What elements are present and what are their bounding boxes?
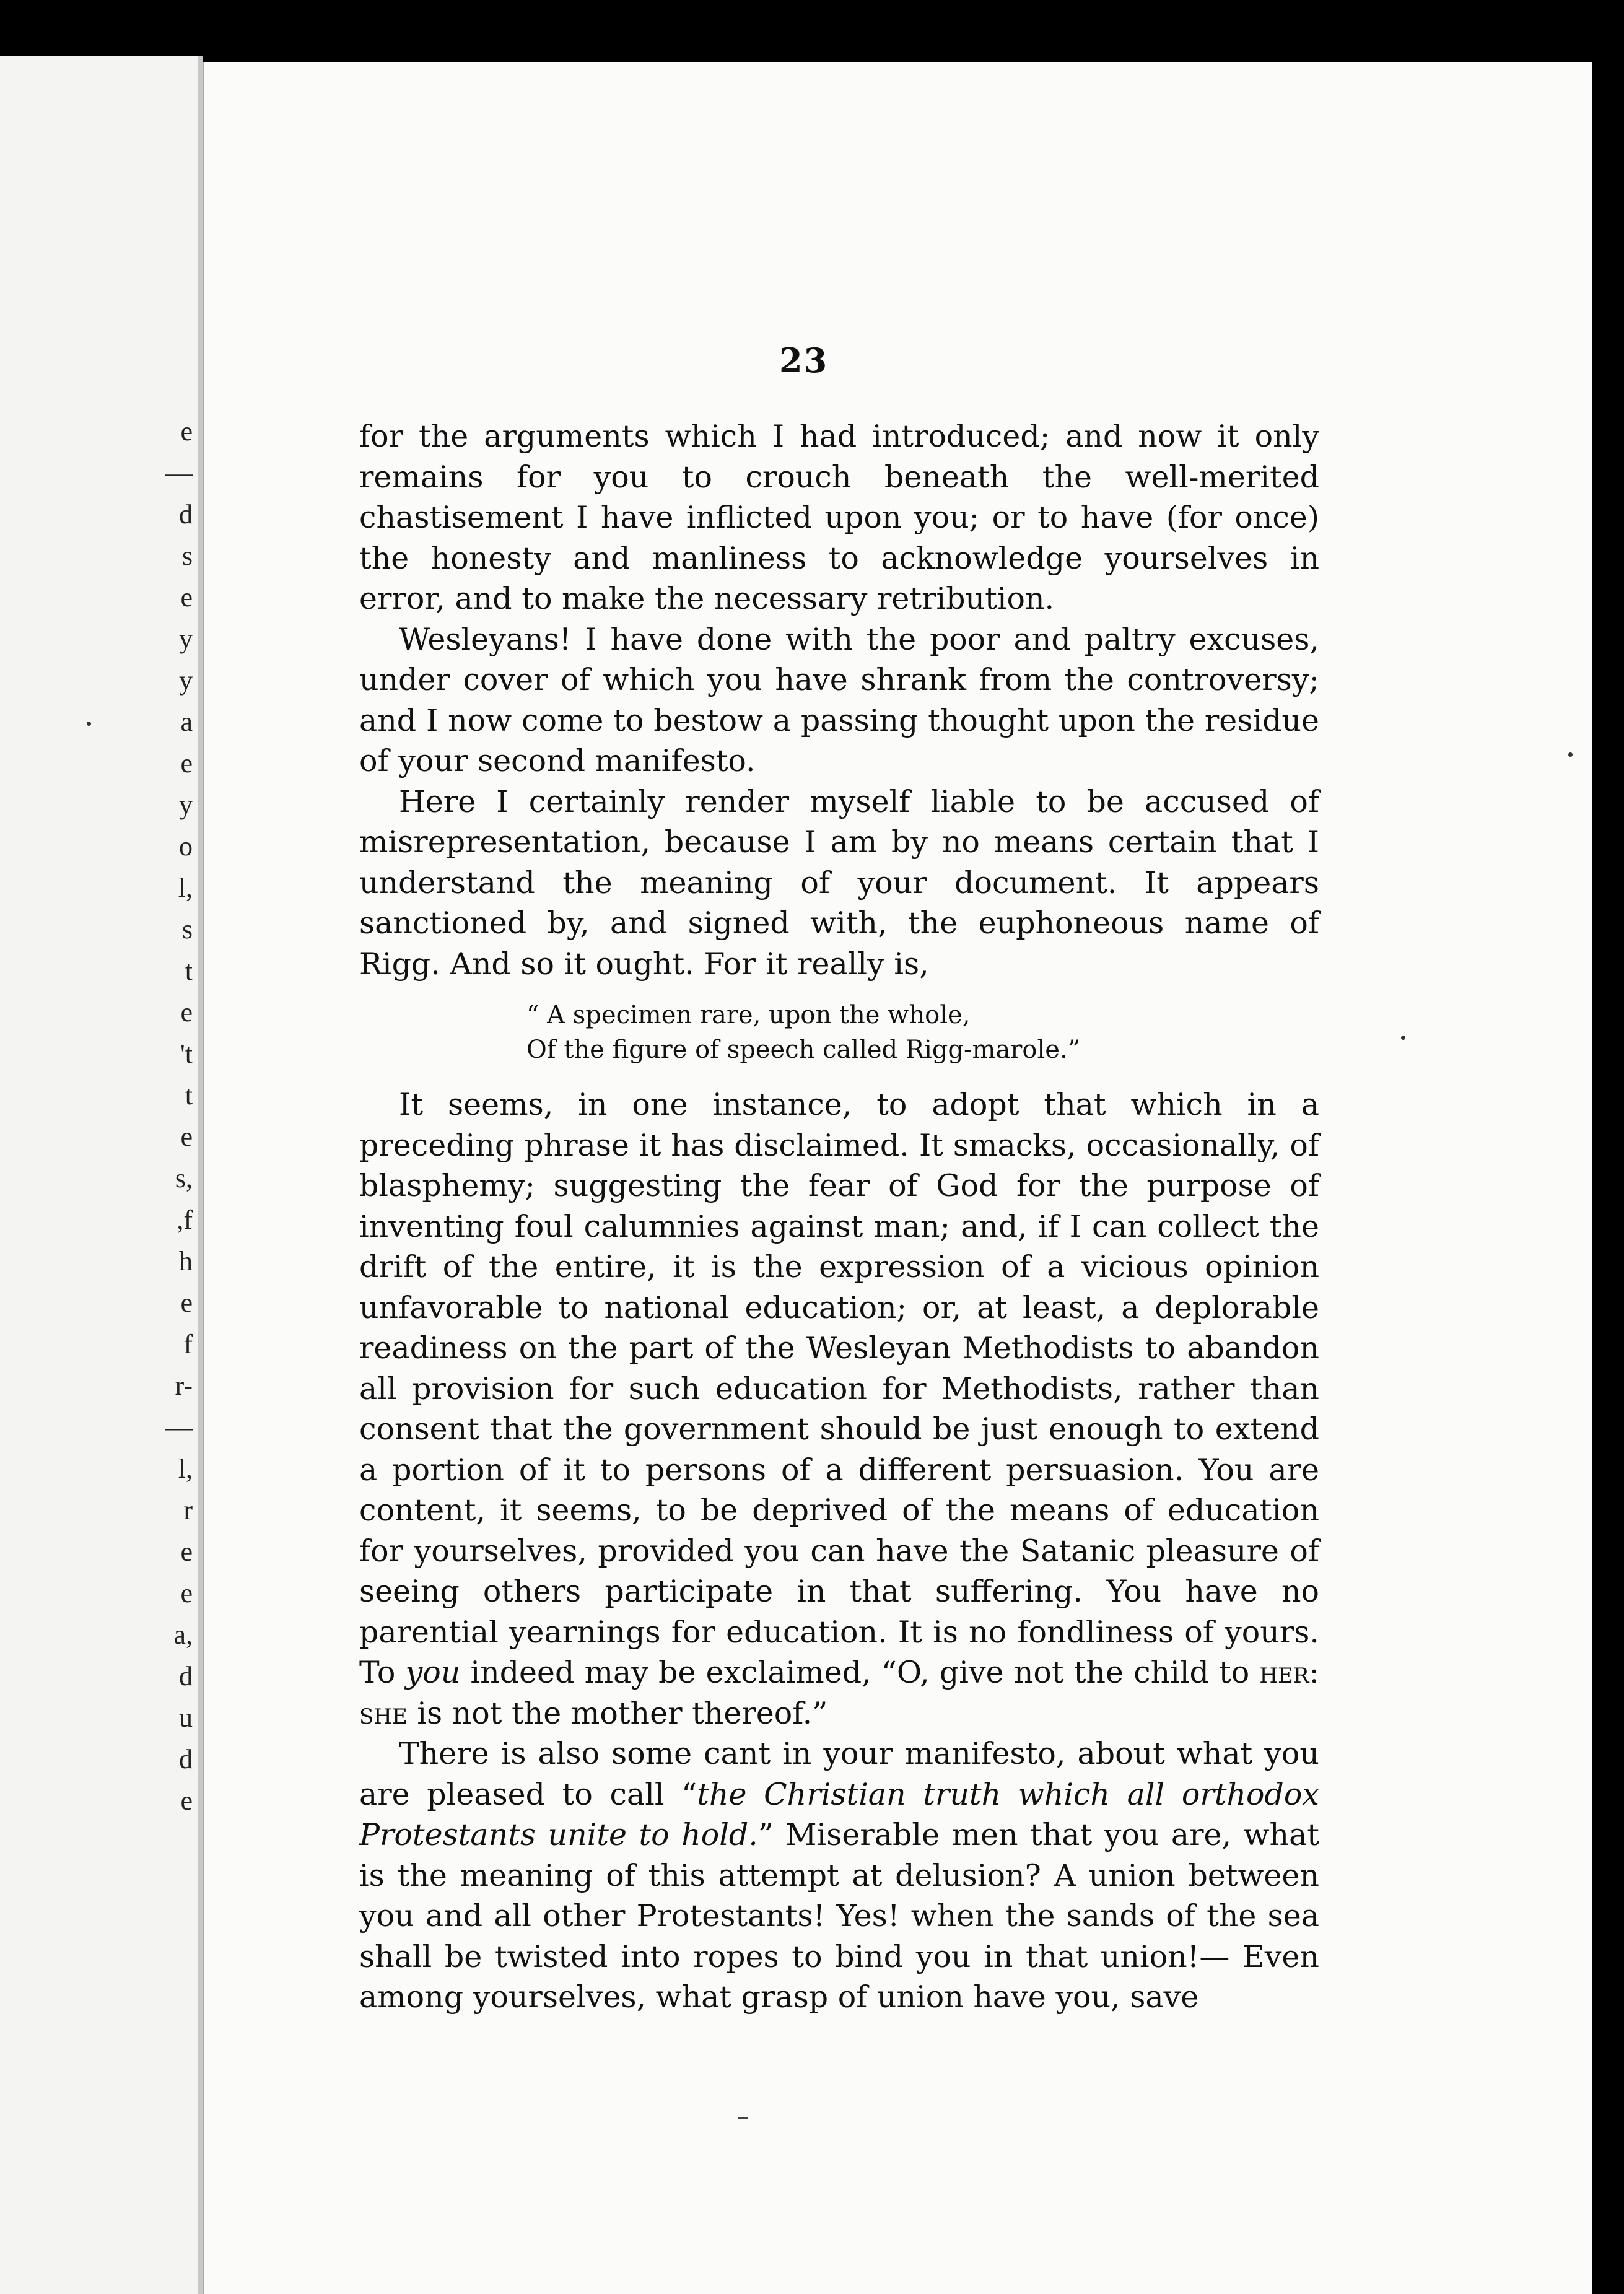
facing-page-fragment: t <box>185 1080 193 1110</box>
facing-page-fragment: — <box>165 1412 193 1442</box>
small-caps-her: her <box>1259 1655 1309 1690</box>
facing-page-fragment: l, <box>178 873 193 903</box>
paragraph-it-seems-text: It seems, in one instance, to adopt that which in a preceding phrase it has disclaimed. It smacks, occasionally, of blasphemy; suggesting the fear of God for the purpose of inventing foul calumnies against man; and, if I can collect the drift of the entire, it is the expression of a vicious opinion unfavorable to national education; or, at least, a deplorable readiness on the part of the Wesleyan Methodists to abandon all provision for such education for Methodists, rather than consent that the government should be just enough to extend a portion of it to persons of a different persuasion. You are content, it seems, to be deprived of the means of education for yourselves, provided you can have the Satanic pleasure of seeing others participate in that suffering. You have no parential yearnings for education. It is no fondliness of yours. To <box>359 1087 1319 1690</box>
book-gutter <box>198 56 203 2294</box>
facing-page-fragment: e <box>180 1537 193 1567</box>
paragraph-continuation: for the arguments which I had introduced; and now it only remains for you to crouch beneath the well-merited chastisement I have inflicted upon you; or to have (for once) the honesty and manliness to acknowledge yourselves in error, and to make the necessary retribution. <box>359 419 1319 616</box>
facing-page-fragment: e <box>180 748 193 778</box>
facing-page-text-fragments <box>164 56 201 2294</box>
verse-line-2: Of the figure of speech called Rigg-marole.” <box>526 1036 1081 1064</box>
facing-page-fragment: r- <box>175 1371 193 1401</box>
facing-page-fragment: s <box>181 914 193 944</box>
paragraph-wesleyans: Wesleyans! I have done with the poor and paltry excuses, under cover of which you have shrank from the controversy; and I now come to bestow a passing thought upon the residue of your second manifesto. <box>359 621 1319 778</box>
scan-top-border <box>0 0 1624 62</box>
facing-page-fragment: e <box>180 582 193 613</box>
paragraph-cant <box>359 1734 1319 2018</box>
facing-page-fragment: e <box>180 997 193 1027</box>
facing-page-fragment: e <box>180 1288 193 1318</box>
verse-quotation <box>359 998 1319 1067</box>
facing-page-fragment: e <box>180 1786 193 1816</box>
ink-speck <box>1568 752 1573 757</box>
facing-page-fragment: l, <box>178 1454 193 1484</box>
facing-page-edge <box>0 56 201 2294</box>
facing-page-fragment: — <box>165 458 193 488</box>
facing-page-fragment: y <box>179 624 193 654</box>
footer-ink-mark <box>738 2117 748 2119</box>
facing-page-fragment: d <box>179 499 193 530</box>
paragraph-it-seems-text-3: : <box>1309 1655 1319 1690</box>
facing-page-fragment: 't <box>180 1039 193 1069</box>
page-body <box>359 416 1319 2018</box>
facing-page-fragment: d <box>179 1661 193 1691</box>
facing-page-fragment: y <box>179 665 193 696</box>
facing-page-fragment: u <box>179 1703 193 1733</box>
facing-page-fragment: r <box>183 1495 193 1525</box>
facing-page-fragment: o <box>179 831 193 861</box>
paragraph-it-seems-text-2: indeed may be exclaimed, “O, give not the child to <box>460 1655 1260 1690</box>
facing-page-fragment: s <box>181 541 193 571</box>
facing-page-fragment: d <box>179 1744 193 1774</box>
facing-page-fragment: a, <box>173 1620 193 1650</box>
facing-page-fragment: e <box>180 416 193 447</box>
page-number: 23 <box>779 341 829 380</box>
facing-page-fragment: t <box>185 956 193 986</box>
emphasis-you: you <box>405 1655 461 1690</box>
paragraph-cant-text: There is also some cant in your manifesto, about what you are pleased to call “ <box>359 1736 1319 1812</box>
paragraph-misrepresentation: Here I certainly render myself liable to be accused of misrepresentation, because I am by no means certain that I understand the meaning of your document. It appears sanctioned by, and signed with, the euphoneous name of Rigg. And so it ought. For it really is, <box>359 783 1319 982</box>
paragraph-it-seems-text-4: is not the mother thereof.” <box>407 1695 828 1731</box>
facing-page-fragment: e <box>180 1122 193 1152</box>
verse-line-1: “ A specimen rare, upon the whole, <box>526 1001 971 1029</box>
facing-page-fragment: e <box>180 1578 193 1608</box>
facing-page-fragment: h <box>179 1246 193 1276</box>
paragraph-cant-text-2: ” Miserable men that you are, what is the meaning of this attempt at delusion? A union between you and all other Protestants! Yes! when the sands of the sea shall be twisted into ropes to bind you in that union!— Even among yourselves, what grasp of union have you, save <box>359 1817 1319 2015</box>
scan-right-border <box>1592 0 1624 2294</box>
ink-speck <box>1401 1036 1405 1040</box>
ink-speck <box>87 722 91 726</box>
facing-page-fragment: s, <box>175 1163 193 1193</box>
small-caps-she: she <box>359 1695 408 1731</box>
paragraph-it-seems <box>359 1084 1319 1734</box>
facing-page-fragment: ,f <box>177 1205 193 1235</box>
facing-page-fragment: y <box>179 790 193 820</box>
italic-quotation: the Christian truth which all orthodox Protestants unite to hold. <box>359 1776 1319 1852</box>
facing-page-fragment: a <box>180 707 193 737</box>
facing-page-fragment: f <box>183 1329 193 1359</box>
